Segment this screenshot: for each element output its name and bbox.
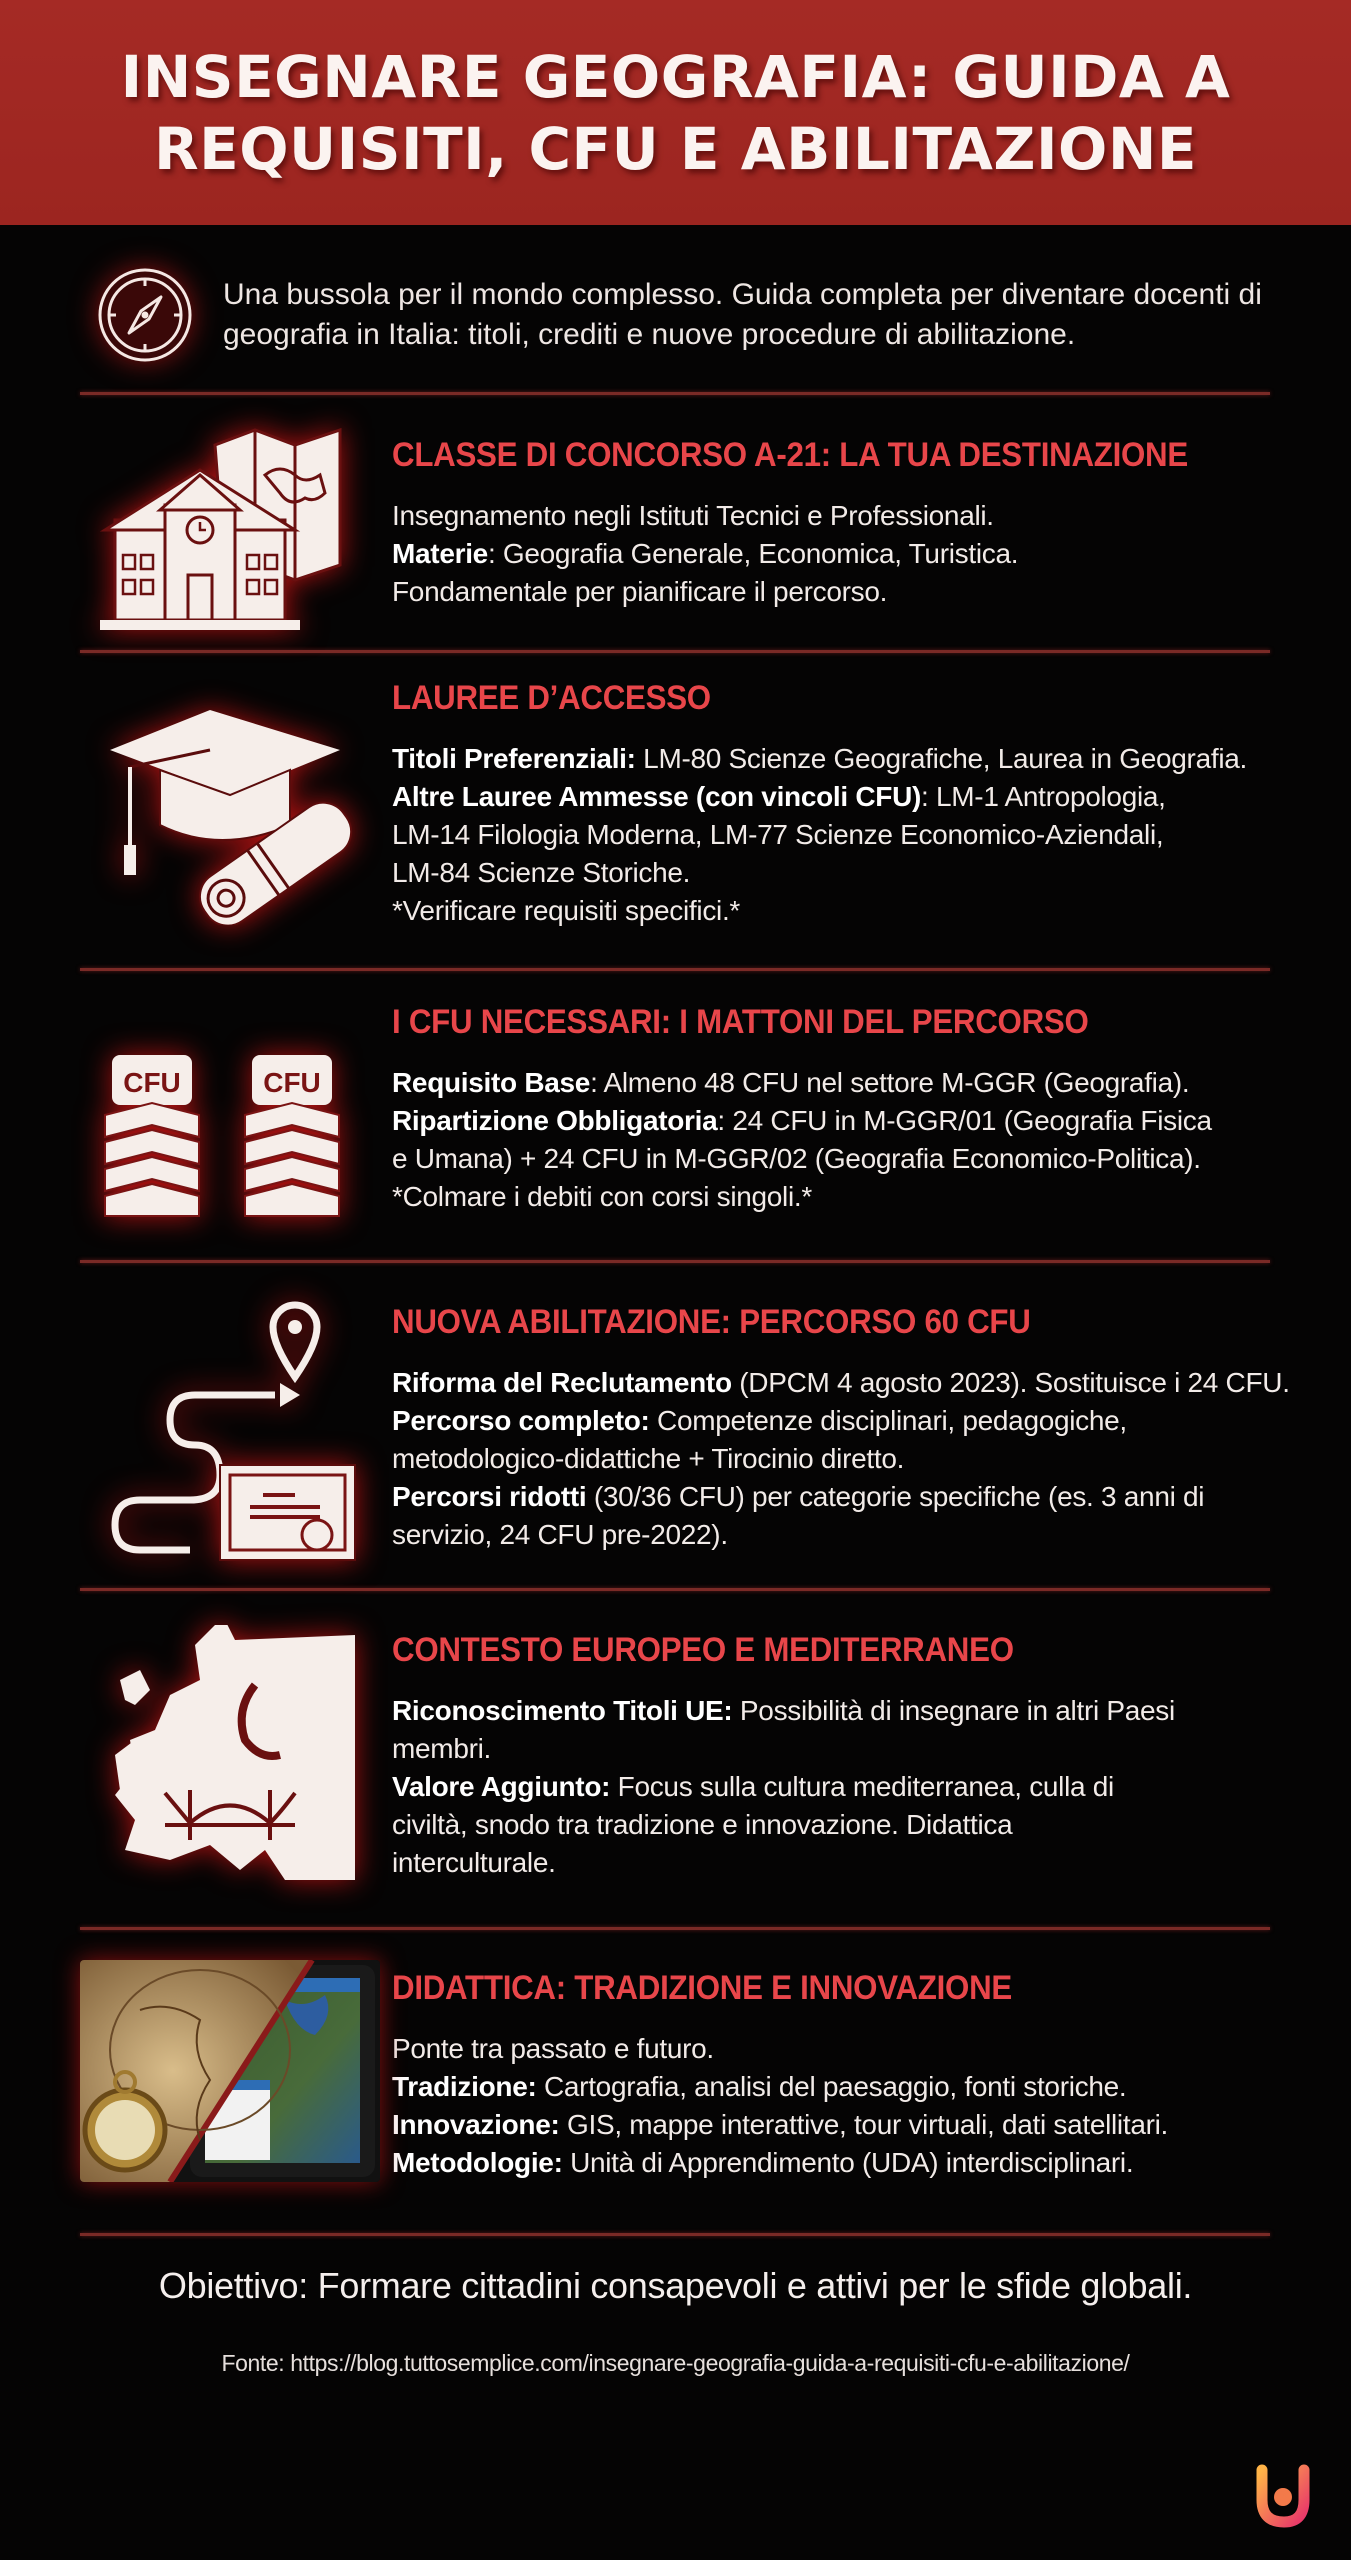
section-line: *Verificare requisiti specifici.* [392,895,741,926]
intro [95,265,1295,365]
source-link[interactable]: Fonte: https://blog.tuttosemplice.com/insegnare-geografia-guida-a-requisiti-cfu-e-abilitazione/ [221,2350,1130,2376]
section-line: Riconoscimento Titoli UE: Possibilità di insegnare in altri Paesi [392,1695,1175,1726]
section-line: Innovazione: GIS, mappe interattive, tour virtuali, dati satellitari. [392,2109,1169,2140]
section-line: LM-84 Scienze Storiche. [392,857,691,888]
svg-text:CFU: CFU [263,1067,321,1098]
school-map-icon [95,425,365,635]
divider [80,1260,1270,1263]
graduation-cap-diploma-icon [100,695,360,925]
section-line: Percorsi ridotti (30/36 CFU) per categorie specifiche (es. 3 anni di [392,1481,1205,1512]
section-line: e Umana) + 24 CFU in M-GGR/02 (Geografia Economico-Politica). [392,1143,1201,1174]
section-line: metodologico-didattiche + Tirocinio diretto. [392,1443,905,1474]
divider [80,968,1270,971]
section-title: LAUREE D’ACCESSO [392,679,711,717]
section-didattica [80,1960,1320,2200]
old-map-tablet-image [80,1960,380,2182]
section-line: Requisito Base: Almeno 48 CFU nel settore M-GGR (Geografia). [392,1067,1190,1098]
header-banner [0,0,1351,225]
section-line: interculturale. [392,1847,556,1878]
section-title: CLASSE DI CONCORSO A-21: LA TUA DESTINAZIONE [392,436,1188,474]
path-certificate-icon [95,1295,365,1565]
section-nuova-abilitazione [80,1280,1320,1580]
tuttosemplice-logo [1250,2462,1316,2528]
intro-text: Una bussola per il mondo complesso. Guida completa per diventare docenti di geografia in Italia: titoli, crediti e nuove procedure di abilitazione. [223,278,1262,351]
section-line: Ponte tra passato e futuro. [392,2033,714,2064]
section-line: Tradizione: Cartografia, analisi del paesaggio, fonti storiche. [392,2071,1127,2102]
section-title: I CFU NECESSARI: I MATTONI DEL PERCORSO [392,1003,1089,1041]
divider [80,1927,1270,1930]
section-line: Riforma del Reclutamento (DPCM 4 agosto 2023). Sostituisce i 24 CFU. [392,1367,1290,1398]
section-line: civiltà, snodo tra tradizione e innovazione. Didattica [392,1809,1013,1840]
section-title: DIDATTICA: TRADIZIONE E INNOVAZIONE [392,1969,1012,2007]
section-line: Titoli Preferenziali: LM-80 Scienze Geografiche, Laurea in Geografia. [392,743,1247,774]
section-line: Ripartizione Obbligatoria: 24 CFU in M-GGR/01 (Geografia Fisica [392,1105,1212,1136]
objective-statement: Obiettivo: Formare cittadini consapevoli e attivi per le sfide globali. [158,2265,1193,2306]
section-line: membri. [392,1733,492,1764]
section-line: Fondamentale per pianificare il percorso. [392,576,888,607]
section-line: Altre Lauree Ammesse (con vincoli CFU): LM-1 Antropologia, [392,781,1166,812]
section-line: *Colmare i debiti con corsi singoli.* [392,1181,812,1212]
section-line: servizio, 24 CFU pre-2022). [392,1519,728,1550]
divider [80,1588,1270,1591]
section-cfu-necessari [80,990,1320,1250]
section-line: Metodologie: Unità di Apprendimento (UDA) interdisciplinari. [392,2147,1134,2178]
divider [80,2233,1270,2236]
divider [80,392,1270,395]
section-line: Materie: Geografia Generale, Economica, Turistica. [392,538,1019,569]
cfu-book-stacks-icon [100,1020,360,1220]
section-line: Insegnamento negli Istituti Tecnici e Professionali. [392,500,994,531]
section-line: Percorso completo: Competenze disciplinari, pedagogiche, [392,1405,1127,1436]
section-classe-concorso [80,415,1320,645]
section-lauree-accesso [80,670,1320,950]
section-title: CONTESTO EUROPEO E MEDITERRANEO [392,1631,1014,1669]
page-title: INSEGNARE GEOGRAFIA: GUIDA A REQUISITI, CFU E ABILITAZIONE [120,42,1231,183]
divider [80,650,1270,653]
compass-icon [95,265,195,365]
svg-text:CFU: CFU [123,1067,181,1098]
section-contesto-europeo [80,1610,1320,1900]
section-line: LM-14 Filologia Moderna, LM-77 Scienze Economico-Aziendali, [392,819,1164,850]
europe-map-bridge-icon [95,1625,365,1885]
section-title: NUOVA ABILITAZIONE: PERCORSO 60 CFU [392,1303,1031,1341]
section-line: Valore Aggiunto: Focus sulla cultura mediterranea, culla di [392,1771,1114,1802]
